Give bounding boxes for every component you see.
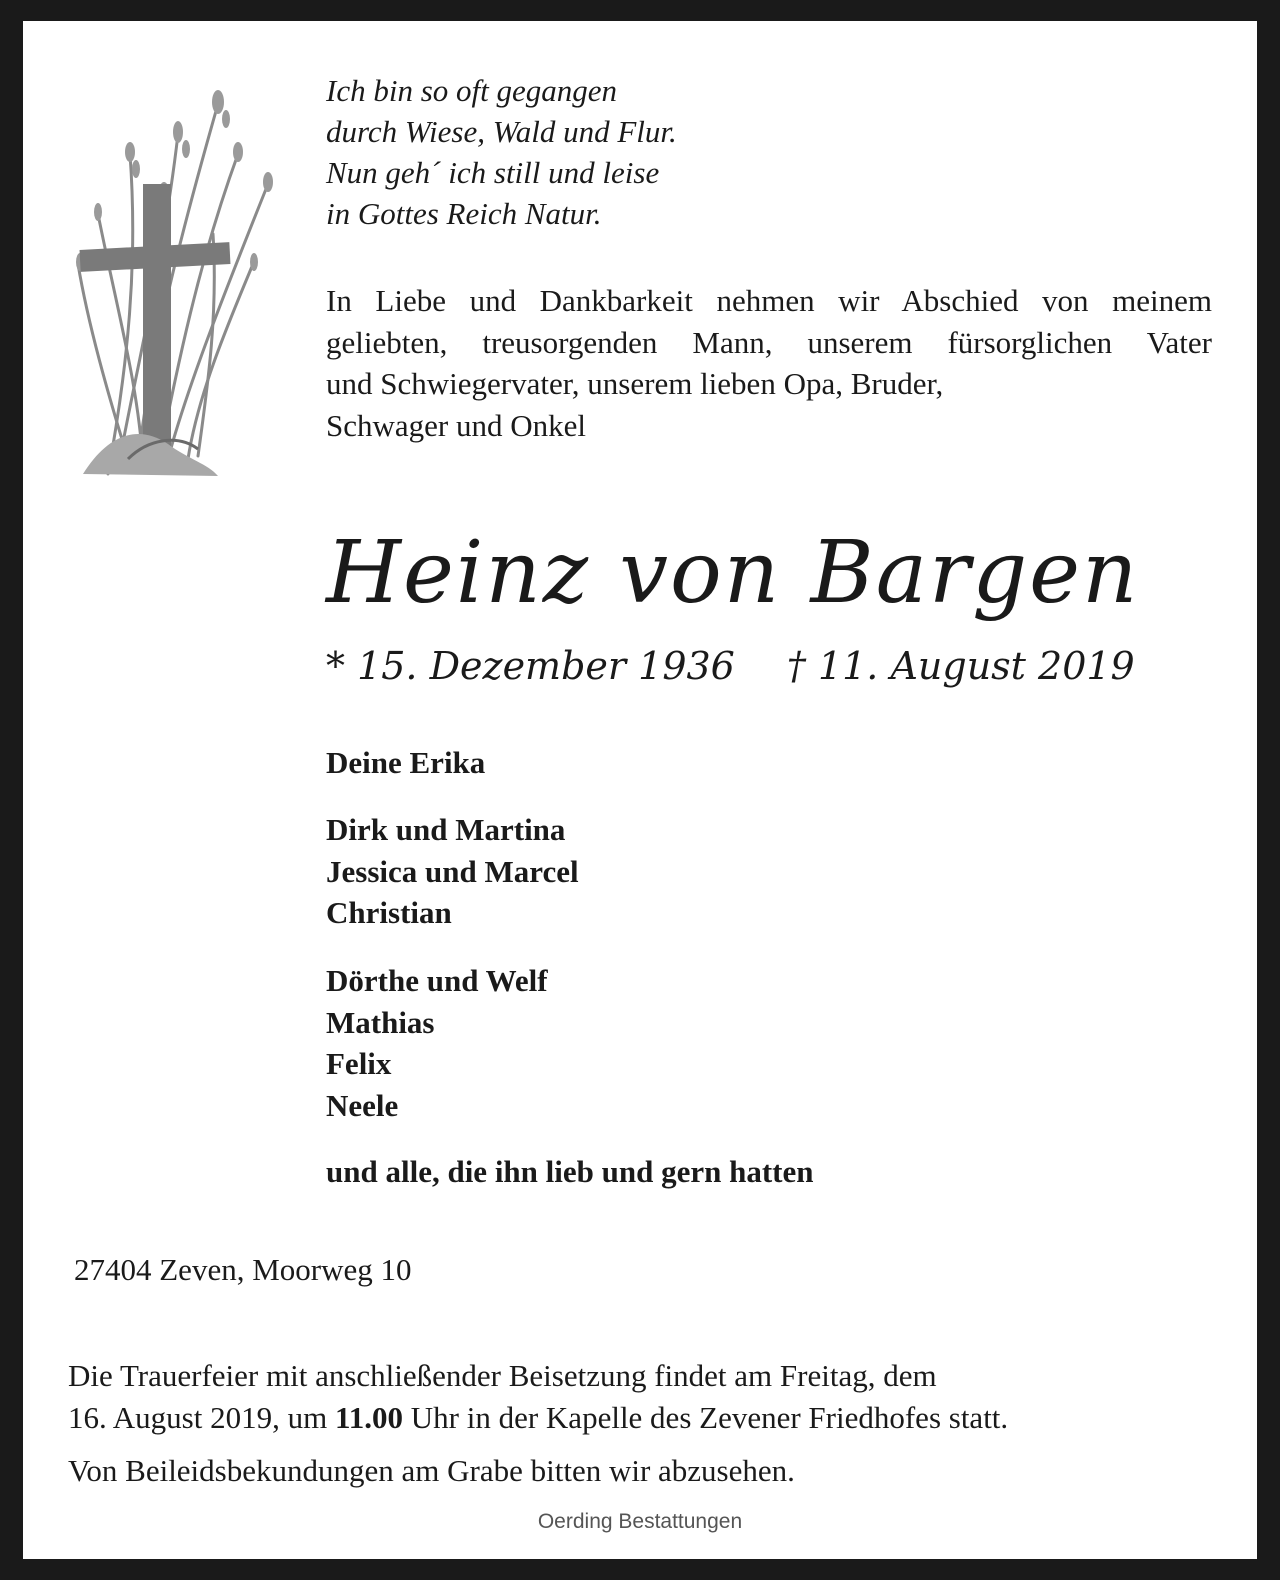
mourner-name: Felix [326,1046,392,1081]
mourner-name: Mathias [326,1004,435,1040]
poem-line: durch Wiese, Wald und Flur. [326,114,677,149]
mourner-name: Jessica und Marcel [326,853,579,889]
farewell-line: geliebten, treusorgenden Mann, unserem fürsorglichen Vater [326,324,1212,360]
ceremony-info [68,1355,1008,1439]
ceremony-line: Die Trauerfeier mit anschließender Beisetzung findet am Freitag, dem [68,1358,937,1393]
cross-with-grass-icon [68,64,282,484]
mourner-name: Dirk und Martina [326,812,566,847]
farewell-line: Schwager und Onkel [326,407,586,443]
mourner-wife [326,742,485,784]
farewell-line: In Liebe und Dankbarkeit nehmen wir Abschied von meinem [326,283,1212,318]
ceremony-place: Uhr in der Kapelle des Zevener Friedhofes statt. [403,1400,1009,1435]
mourner-closing-line: und alle, die ihn lieb und gern hatten [326,1154,814,1189]
poem-line: Ich bin so oft gegangen [326,73,618,108]
farewell-text [326,280,1212,446]
ceremony-line [68,1397,1008,1439]
poem-line: Nun geh´ ich still und leise [326,155,660,190]
birth-date: * 15. Dezember 1936 [326,644,735,688]
death-date: † 11. August 2019 [786,644,1135,688]
farewell-line: und Schwiegervater, unserem lieben Opa, Bruder, [326,366,944,401]
life-dates [326,642,1135,690]
ceremony-date: 16. August 2019, um [68,1400,335,1435]
mourner-name: Dörthe und Welf [326,963,548,998]
poem-line: in Gottes Reich Natur. [326,196,602,231]
mourner-name: Neele [326,1087,399,1123]
mourner-name: Deine Erika [326,745,486,780]
address: 27404 Zeven, Moorweg 10 [74,1252,412,1287]
mourner-group-2 [326,960,548,1126]
deceased-name: Heinz von Bargen [326,523,1140,623]
mourner-group-1 [326,809,579,934]
condolence-request: Von Beileidsbekundungen am Grabe bitten wir abzusehen. [68,1453,795,1488]
mourner-closing [326,1151,814,1193]
ceremony-time: 11.00 [334,1400,404,1435]
poem [326,70,677,234]
mourner-name: Christian [326,895,452,930]
undertaker-name: Oerding Bestattungen [537,1510,743,1533]
